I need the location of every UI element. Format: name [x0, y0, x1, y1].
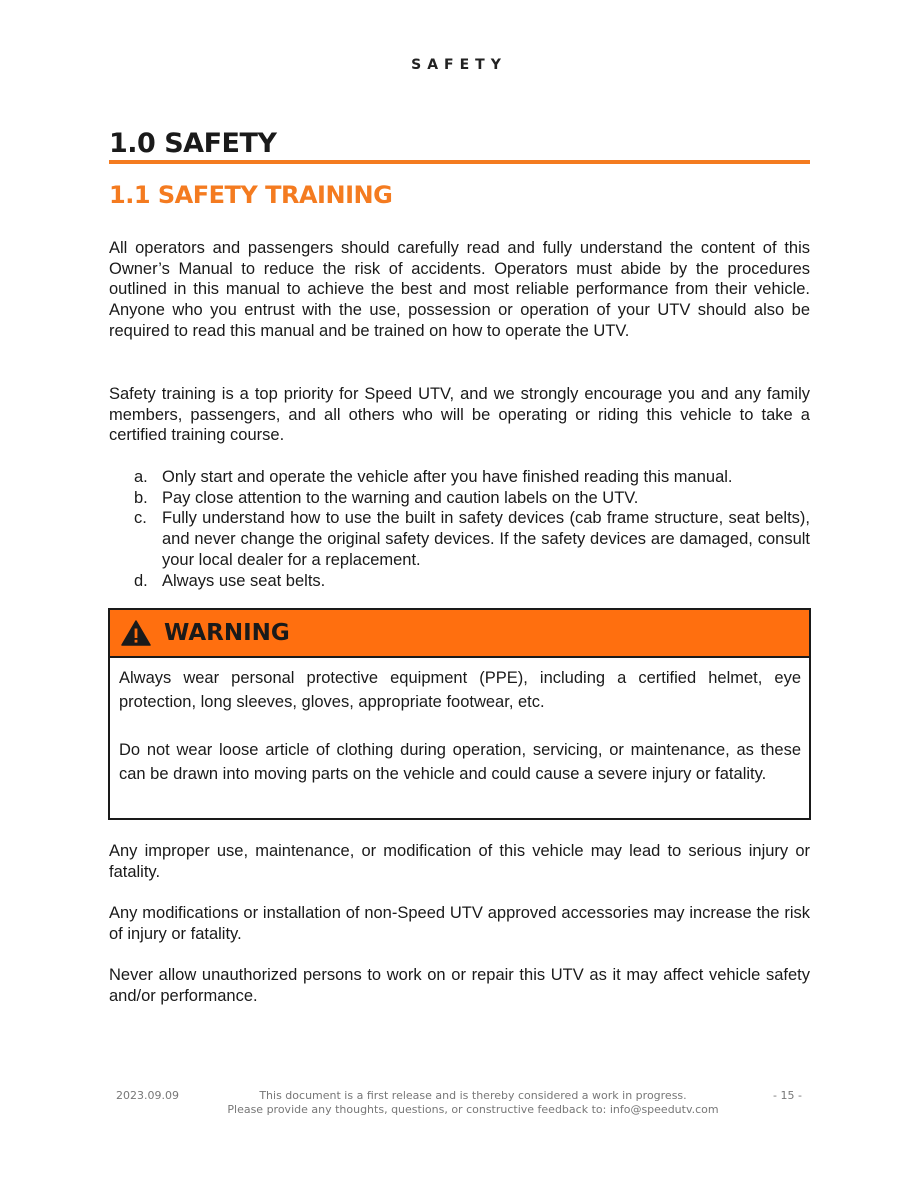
footer-note-line1: This document is a first release and is thereby considered a work in progress.	[259, 1089, 687, 1102]
warning-header	[110, 610, 809, 658]
footer-date: 2023.09.09	[116, 1089, 179, 1102]
list-item-text: Pay close attention to the warning and caution labels on the UTV.	[162, 488, 639, 507]
page-number: - 15 -	[773, 1089, 802, 1102]
list-marker: d.	[134, 571, 148, 590]
subsection-heading: 1.1 SAFETY TRAINING	[109, 181, 393, 209]
warning-title: WARNING	[164, 620, 290, 646]
modifications-paragraph: Any modifications or installation of non-Speed UTV approved accessories may increase the risk of injury or fatality.	[109, 904, 810, 943]
unauthorized-paragraph: Never allow unauthorized persons to work on or repair this UTV as it may affect vehicle safety and/or performance.	[109, 966, 810, 1005]
footer-note-line2: Please provide any thoughts, questions, or constructive feedback to: info@speedutv.com	[227, 1103, 719, 1116]
warning-triangle-icon	[120, 619, 152, 647]
warning-box	[108, 608, 811, 820]
list-item	[134, 571, 810, 592]
section-heading: 1.0 SAFETY	[109, 128, 810, 164]
warning-text-clothing: Do not wear loose article of clothing during operation, servicing, or maintenance, as these can be drawn into moving parts on the vehicle and could cause a severe injury or fatality.	[119, 741, 801, 783]
list-item	[134, 488, 810, 509]
list-item	[134, 467, 810, 488]
safety-checklist	[134, 467, 810, 591]
improper-use-paragraph: Any improper use, maintenance, or modification of this vehicle may lead to serious injury or fatality.	[109, 842, 810, 881]
list-item-text: Fully understand how to use the built in safety devices (cab frame structure, seat belts), and never change the original safety devices. If the safety devices are damaged, consult your local dealer for a replacement.	[162, 509, 810, 569]
footer-note	[200, 1089, 746, 1117]
warning-body	[110, 658, 809, 786]
list-item-text: Only start and operate the vehicle after you have finished reading this manual.	[162, 468, 733, 486]
intro-paragraph: All operators and passengers should carefully read and fully understand the content of this Owner’s Manual to reduce the risk of accidents. Operators must abide by the procedures outlined in this manual to achieve the best and most reliable performance from their vehicle. Anyone who you entrust with the use, possession or operation of your UTV should also be required to read this manual and be trained on how to operate the UTV.	[109, 239, 810, 340]
list-marker: c.	[134, 509, 147, 528]
list-marker: b.	[134, 488, 148, 507]
list-item	[134, 508, 810, 570]
running-header: SAFETY	[411, 57, 507, 73]
list-marker: a.	[134, 468, 148, 486]
training-paragraph: Safety training is a top priority for Speed UTV, and we strongly encourage you and any family members, passengers, and all others who will be operating or riding this vehicle to take a certified training course.	[109, 385, 810, 445]
list-item-text: Always use seat belts.	[162, 571, 326, 590]
warning-text-ppe: Always wear personal protective equipment (PPE), including a certified helmet, eye protection, long sleeves, gloves, appropriate footwear, etc.	[119, 669, 801, 711]
